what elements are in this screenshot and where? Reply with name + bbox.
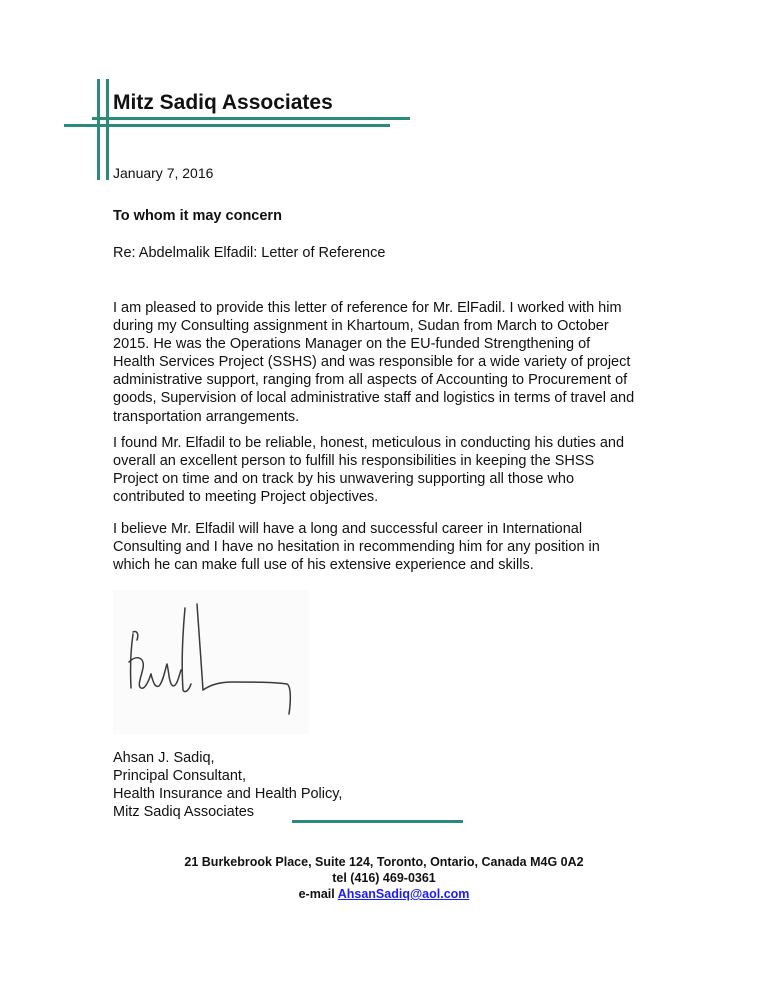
signer-department: Health Insurance and Health Policy, [113, 786, 343, 803]
paragraph-line: goods, Supervision of local administrative staff and logistics in terms of travel and [113, 390, 635, 407]
paragraph-2 [113, 434, 624, 506]
footer [0, 854, 768, 902]
footer-phone: tel (416) 469-0361 [332, 871, 436, 885]
signature-image [113, 590, 309, 734]
letterhead-vertical-line-2 [106, 79, 109, 180]
letterhead-horizontal-line-1 [92, 117, 410, 120]
paragraph-line: I believe Mr. Elfadil will have a long and successful career in International [113, 521, 583, 537]
paragraph-line: overall an excellent person to fulfill his responsibilities in keeping the SHSS [113, 453, 595, 470]
paragraph-line: during my Consulting assignment in Khartoum, Sudan from March to October [113, 318, 609, 335]
paragraph-line: I am pleased to provide this letter of reference for Mr. ElFadil. I worked with him [113, 300, 622, 316]
letterhead-horizontal-line-2 [64, 124, 390, 127]
footer-email-line [0, 886, 768, 902]
paragraph-3 [113, 520, 600, 574]
email-link[interactable]: AhsanSadiq@aol.com [337, 887, 470, 901]
letter-date: January 7, 2016 [113, 165, 214, 181]
subject-line: Re: Abdelmalik Elfadil: Letter of Reference [113, 245, 386, 261]
paragraph-1 [113, 299, 634, 426]
paragraph-line: Consulting and I have no hesitation in recommending him for any position in [113, 539, 600, 556]
paragraph-line: transportation arrangements. [113, 408, 300, 425]
signer-block [113, 749, 342, 821]
paragraph-line: Health Services Project (SSHS) and was responsible for a wide variety of project [113, 354, 631, 371]
paragraph-line: 2015. He was the Operations Manager on the EU-funded Strengthening of [113, 336, 591, 353]
letterhead-vertical-line-1 [97, 79, 100, 180]
signer-company: Mitz Sadiq Associates [113, 804, 255, 821]
footer-divider [292, 820, 463, 823]
signer-name: Ahsan J. Sadiq, [113, 750, 215, 766]
paragraph-line: which he can make full use of his extensive experience and skills. [113, 557, 534, 574]
signer-title: Principal Consultant, [113, 768, 246, 785]
paragraph-line: contributed to meeting Project objectives. [113, 489, 379, 506]
salutation: To whom it may concern [113, 208, 282, 224]
paragraph-line: administrative support, ranging from all aspects of Accounting to Procurement of [113, 372, 628, 389]
footer-email-label: e-mail [298, 887, 338, 901]
footer-address: 21 Burkebrook Place, Suite 124, Toronto, Ontario, Canada M4G 0A2 [184, 855, 584, 869]
company-name: Mitz Sadiq Associates [113, 91, 333, 114]
paragraph-line: Project on time and on track by his unwavering supporting all those who [113, 471, 575, 488]
paragraph-line: I found Mr. Elfadil to be reliable, honest, meticulous in conducting his duties and [113, 435, 625, 451]
